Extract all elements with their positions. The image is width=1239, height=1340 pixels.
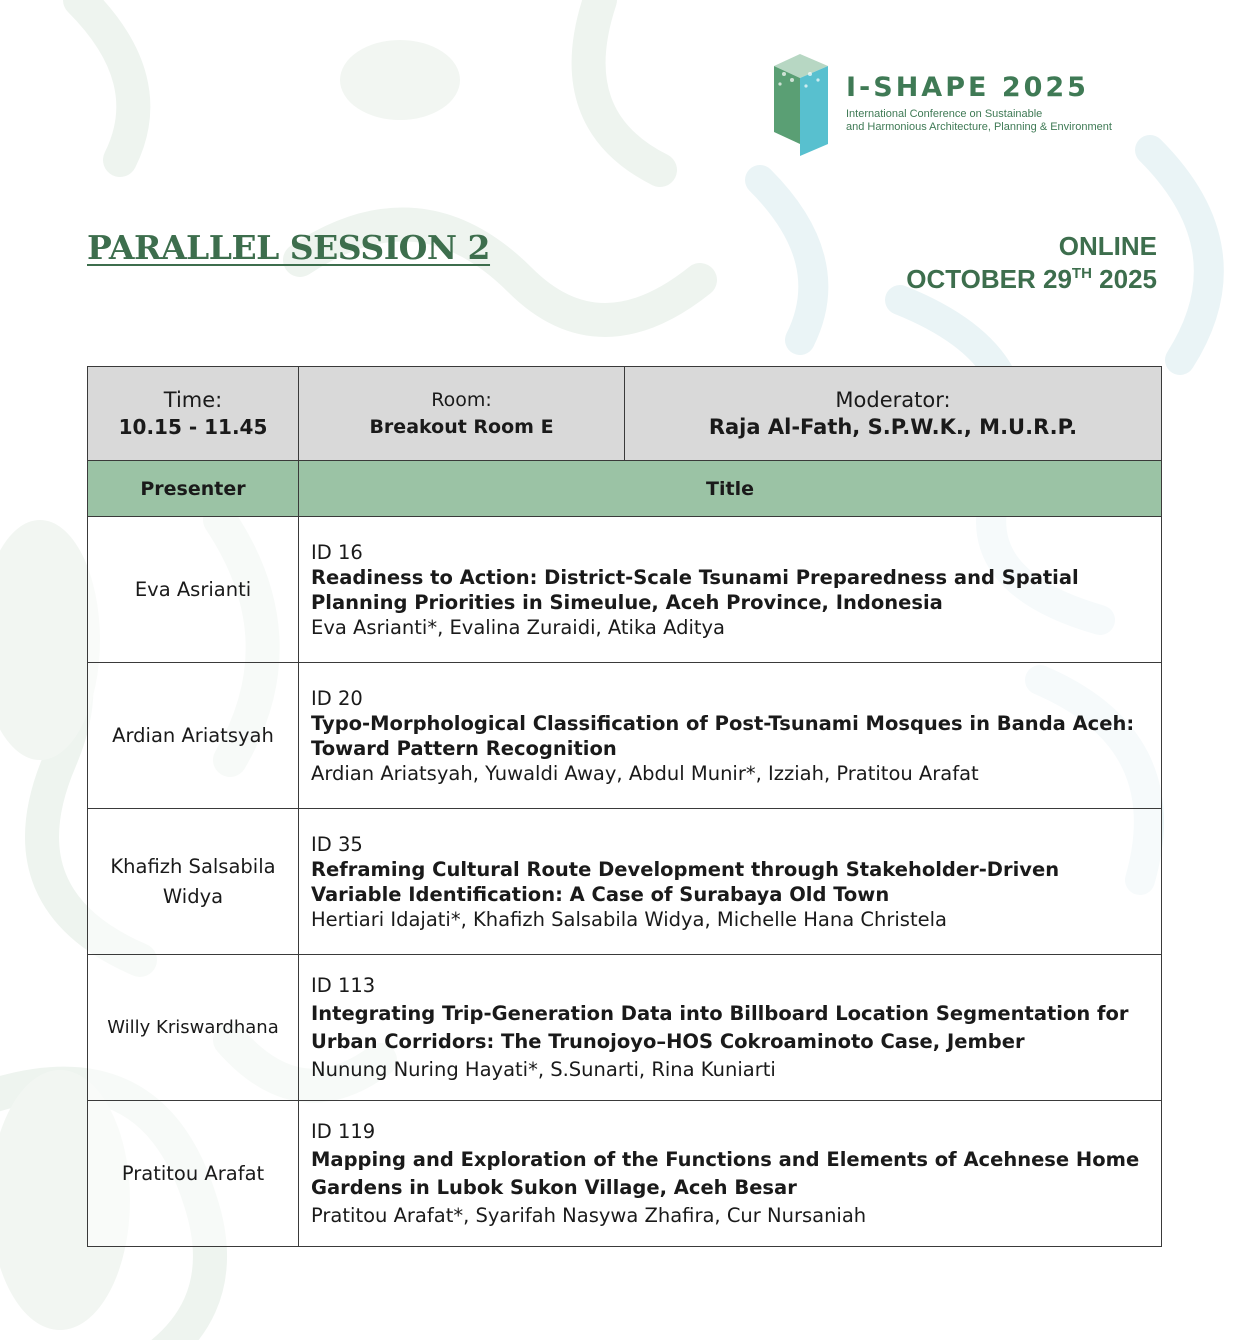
room-cell bbox=[299, 367, 625, 461]
time-label: Time: bbox=[163, 387, 223, 412]
presenter-name: Pratitou Arafat bbox=[88, 1101, 299, 1247]
cube-logo-icon bbox=[770, 52, 834, 158]
paper-authors: Pratitou Arafat*, Syarifah Nasywa Zhafira, Cur Nursaniah bbox=[311, 1203, 867, 1227]
session-date bbox=[906, 263, 1157, 296]
paper-cell bbox=[299, 517, 1162, 663]
paper-id: ID 119 bbox=[311, 1119, 376, 1143]
paper-title: Mapping and Exploration of the Functions and Elements of Acehnese Home Gardens in Lubok Sukon Village, Aceh Besar bbox=[311, 1147, 1140, 1199]
paper-cell bbox=[299, 663, 1162, 809]
paper-title: Typo-Morphological Classification of Post-Tsunami Mosques in Banda Aceh: Toward Pattern Recognition bbox=[311, 711, 1135, 760]
table-row bbox=[88, 809, 1162, 955]
conference-subtitle-line2: and Harmonious Architecture, Planning & Environment bbox=[846, 121, 1112, 133]
time-cell bbox=[88, 367, 299, 461]
paper-title: Reframing Cultural Route Development through Stakeholder-Driven Variable Identification: A Case of Surabaya Old Town bbox=[311, 857, 1060, 906]
paper-id: ID 35 bbox=[311, 832, 363, 856]
paper-title: Readiness to Action: District-Scale Tsunami Preparedness and Spatial Planning Priorities in Simeulue, Aceh Province, Indonesia bbox=[311, 565, 1079, 614]
table-row bbox=[88, 1101, 1162, 1247]
paper-id: ID 16 bbox=[311, 540, 363, 564]
session-mode-date bbox=[906, 230, 1157, 296]
table-row bbox=[88, 663, 1162, 809]
paper-cell bbox=[299, 1101, 1162, 1247]
presenter-name: Eva Asrianti bbox=[88, 517, 299, 663]
moderator-cell bbox=[625, 367, 1162, 461]
moderator-label: Moderator: bbox=[835, 387, 951, 412]
conference-name: I-SHAPE 2025 bbox=[846, 72, 1089, 103]
column-header-row bbox=[88, 461, 1162, 517]
presenter-name: Willy Kriswardhana bbox=[88, 955, 299, 1101]
paper-authors: Nunung Nuring Hayati*, S.Sunarti, Rina Kuniarti bbox=[311, 1057, 776, 1081]
paper-title: Integrating Trip-Generation Data into Billboard Location Segmentation for Urban Corridors: The Trunojoyo–HOS Cokroaminoto Case, Jember bbox=[311, 1001, 1129, 1053]
room-value: Breakout Room E bbox=[369, 415, 554, 438]
presenter-name: Ardian Ariatsyah bbox=[88, 663, 299, 809]
paper-id: ID 113 bbox=[311, 973, 376, 997]
paper-cell bbox=[299, 955, 1162, 1101]
session-date-year: 2025 bbox=[1099, 264, 1157, 294]
session-title: PARALLEL SESSION 2 bbox=[87, 228, 491, 267]
conference-subtitle bbox=[846, 108, 1112, 134]
paper-authors: Ardian Ariatsyah, Yuwaldi Away, Abdul Munir*, Izziah, Pratitou Arafat bbox=[311, 761, 979, 785]
session-date-suffix: TH bbox=[1071, 265, 1092, 282]
schedule-table bbox=[87, 366, 1162, 1247]
time-value: 10.15 - 11.45 bbox=[118, 414, 268, 439]
presenter-name: Khafizh Salsabila Widya bbox=[88, 809, 299, 955]
paper-authors: Eva Asrianti*, Evalina Zuraidi, Atika Aditya bbox=[311, 615, 725, 639]
info-header-row bbox=[88, 367, 1162, 461]
moderator-value: Raja Al-Fath, S.P.W.K., M.U.R.P. bbox=[708, 414, 1078, 439]
paper-id: ID 20 bbox=[311, 686, 363, 710]
title-column-header: Title bbox=[299, 461, 1162, 517]
session-date-day: OCTOBER 29 bbox=[906, 264, 1072, 294]
paper-cell bbox=[299, 809, 1162, 955]
paper-authors: Hertiari Idajati*, Khafizh Salsabila Widya, Michelle Hana Christela bbox=[311, 907, 947, 931]
conference-logo bbox=[770, 52, 1170, 162]
presenter-column-header: Presenter bbox=[88, 461, 299, 517]
table-row bbox=[88, 955, 1162, 1101]
room-label: Room: bbox=[431, 388, 492, 411]
conference-subtitle-line1: International Conference on Sustainable bbox=[846, 108, 1043, 120]
table-row bbox=[88, 517, 1162, 663]
session-mode: ONLINE bbox=[1058, 231, 1157, 261]
